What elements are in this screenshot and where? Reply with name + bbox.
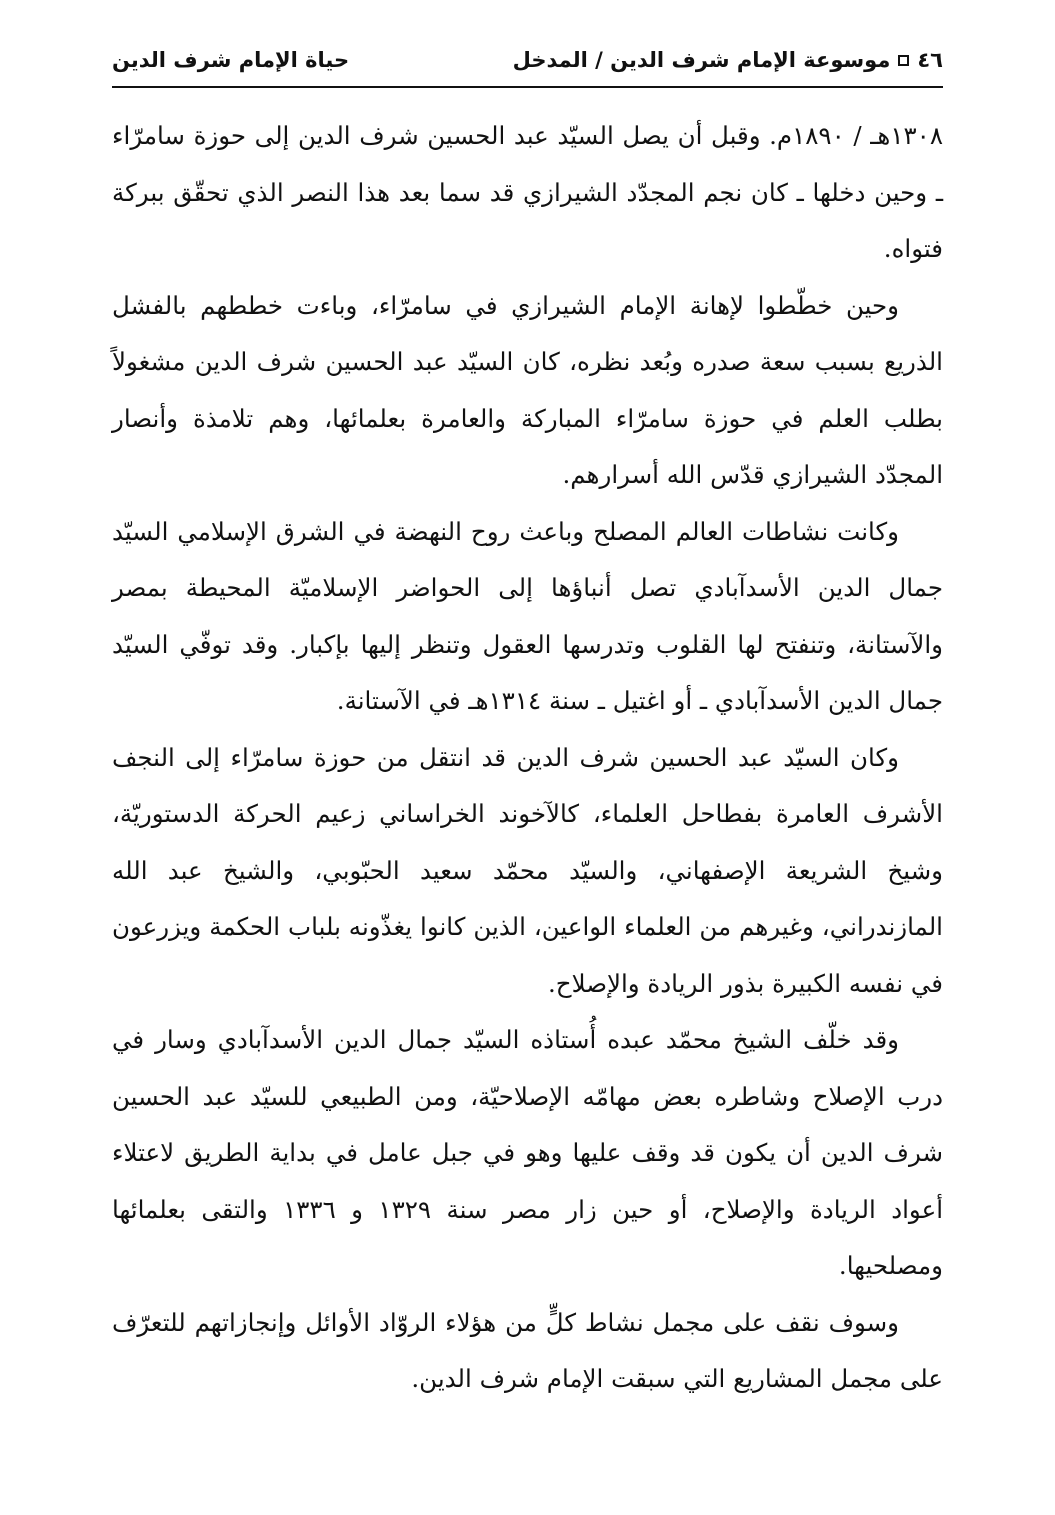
paragraph-5: وقد خلّف الشيخ محمّد عبده أُستاذه السيّد جمال الدين الأسدآبادي وسار في درب الإصلاح وشاطره بعض مهامّه الإصلاحيّة، ومن الطبيعي للسيّد عبد الحسين شرف الدين أن يكون قد وقف عليها وهو في جبل عامل في بداية الطريق لاعتلاء أعواد الريادة والإصلاح، أو حين زار مصر سنة ١٣٢٩ و ١٣٣٦ والتقى بعلمائها ومصلحيها. [112, 1025, 944, 1280]
paragraph-4: وكان السيّد عبد الحسين شرف الدين قد انتقل من حوزة سامرّاء إلى النجف الأشرف العامرة بفطاحل العلماء، كالآخوند الخراساني زعيم الحركة الدستوريّة، وشيخ الشريعة الإصفهاني، والسيّد محمّد سعيد الحبّوبي، والشيخ عبد الله المازندراني، وغيرهم من العلماء الواعين، الذين كانوا يغذّونه بلباب الحكمة ويزرعون في نفسه الكبيرة بذور الريادة والإصلاح. [112, 742, 943, 998]
header-right-group [513, 48, 943, 72]
running-header [112, 38, 943, 88]
chapter-title: حياة الإمام شرف الدين [112, 48, 350, 72]
paragraph-2: وحين خطّطوا لإهانة الإمام الشيرازي في سامرّاء، وباءت خططهم بالفشل الذريع بسبب سعة صدره وبُعد نظره، كان السيّد عبد الحسين شرف الدين مشغولاً بطلب العلم في حوزة سامرّاء المباركة والعامرة بعلمائها، وهم تلامذة وأنصار المجدّد الشيرازي قدّس الله أسرارهم. [112, 290, 943, 489]
paragraph-1: ١٣٠٨هـ / ١٨٩٠م. وقبل أن يصل السيّد عبد الحسين شرف الدين إلى حوزة سامرّاء ـ وحين دخلها ـ كان نجم المجدّد الشيرازي قد سما بعد هذا النصر الذي تحقّق ببركة فتواه. [112, 121, 943, 263]
page-number: ٤٦ [917, 48, 943, 72]
paragraph-6: وسوف نقف على مجمل نشاط كلٍّ من هؤلاء الروّاد الأوائل وإنجازاتهم للتعرّف على مجمل المشاريع التي سبقت الإمام شرف الدين. [112, 1307, 943, 1393]
book-title: موسوعة الإمام شرف الدين / المدخل [512, 48, 891, 72]
paragraph-3: وكانت نشاطات العالم المصلح وباعث روح النهضة في الشرق الإسلامي السيّد جمال الدين الأسدآبادي تصل أنباؤها إلى الحواضر الإسلاميّة المحيطة بمصر والآستانة، وتنفتح لها القلوب وتدرسها العقول وتنظر إليها بإكبار. وقد توفّي السيّد جمال الدين الأسدآبادي ـ أو اغتيل ـ سنة ١٣١٤هـ في الآستانة. [112, 516, 943, 715]
square-ornament-icon [898, 55, 909, 66]
body-text [112, 108, 943, 1408]
